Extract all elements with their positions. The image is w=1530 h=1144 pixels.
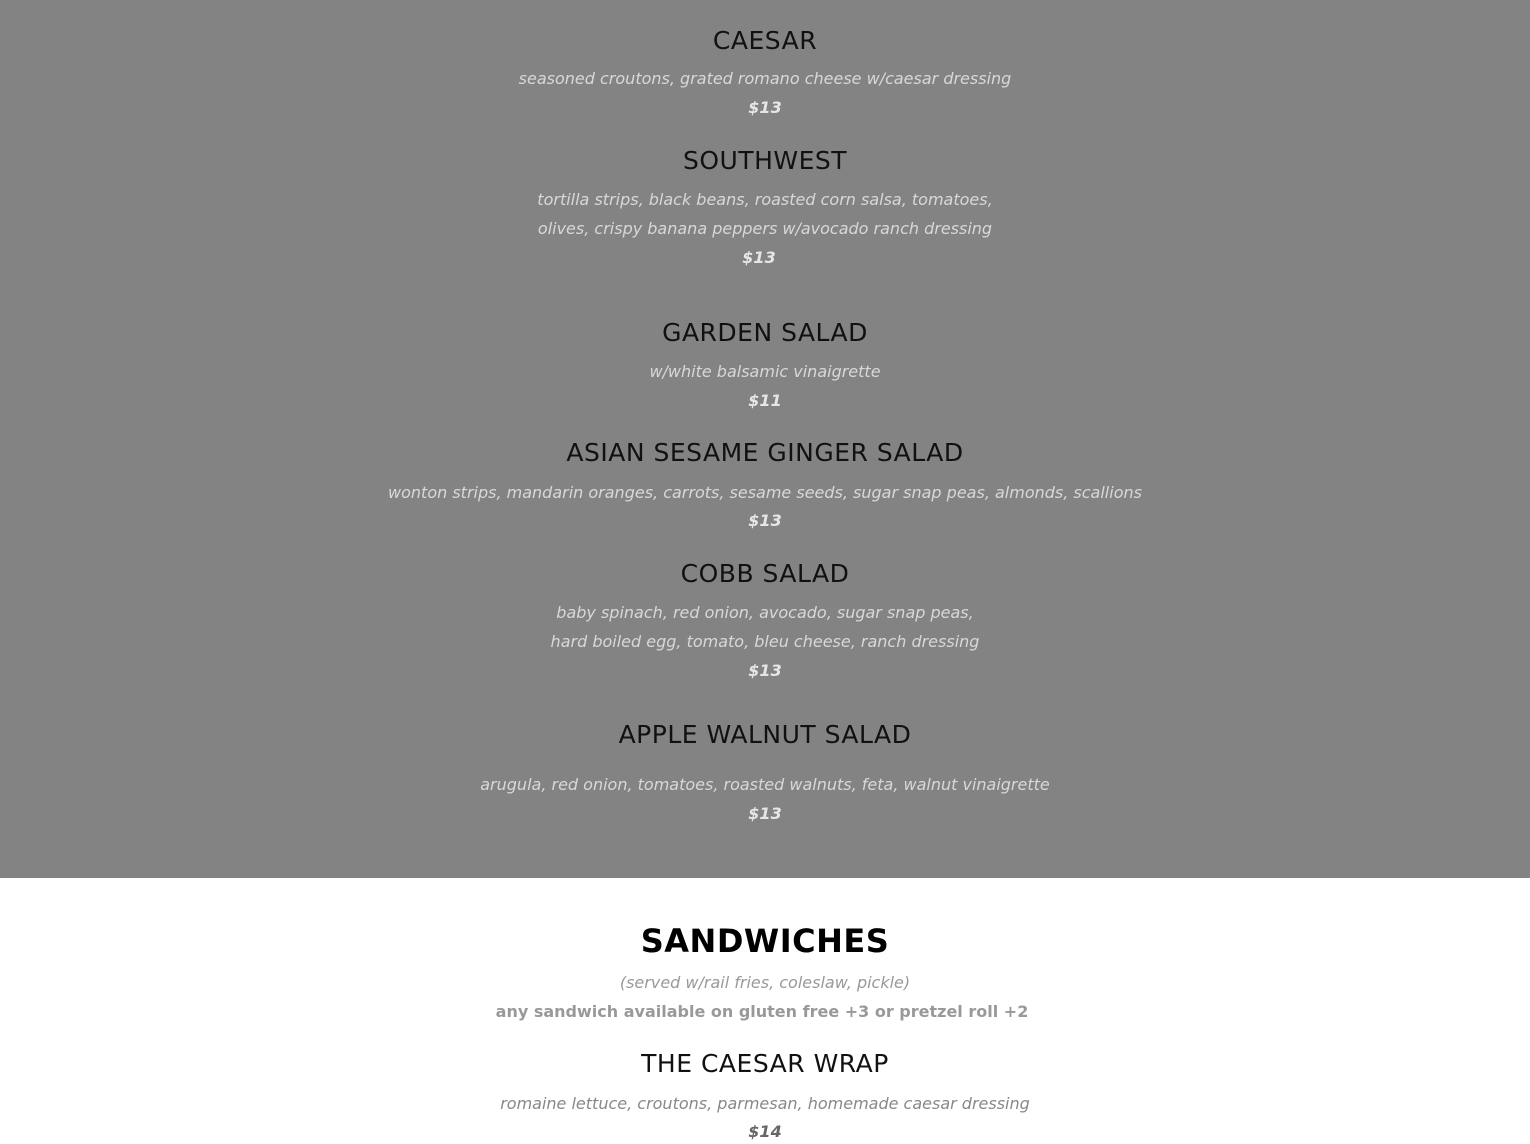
menu-item-name: APPLE WALNUT SALAD <box>618 720 912 749</box>
menu-item-description: arugula, red onion, tomatoes, roasted walnuts, feta, walnut vinaigrette <box>480 775 1050 794</box>
menu-item-name: THE CAESAR WRAP <box>641 1049 889 1078</box>
menu-item-description: olives, crispy banana peppers w/avocado ranch dressing <box>537 219 993 238</box>
menu-item-description: tortilla strips, black beans, roasted corn salsa, tomatoes, <box>537 190 993 209</box>
menu-item-price: $13 <box>742 248 776 267</box>
menu-item-price: $13 <box>748 511 782 530</box>
section-title: SANDWICHES <box>640 922 890 960</box>
served-with-note: (served w/rail fries, coleslaw, pickle) <box>619 973 911 992</box>
menu-item-price: $11 <box>748 391 782 410</box>
menu-item-name: SOUTHWEST <box>682 146 848 175</box>
menu-item-description: seasoned croutons, grated romano cheese w/caesar dressing <box>518 69 1012 88</box>
menu-item-price: $13 <box>748 98 782 117</box>
menu-item-description: hard boiled egg, tomato, bleu cheese, ranch dressing <box>550 632 980 651</box>
menu-item-name: COBB SALAD <box>680 559 850 588</box>
menu-item-description: w/white balsamic vinaigrette <box>649 362 881 381</box>
menu-item-name: GARDEN SALAD <box>662 318 868 347</box>
menu-item-description: baby spinach, red onion, avocado, sugar snap peas, <box>556 603 974 622</box>
menu-item-price: $14 <box>748 1122 782 1141</box>
menu-item-description: wonton strips, mandarin oranges, carrots, sesame seeds, sugar snap peas, almonds, scallions <box>388 483 1142 502</box>
menu-item-name: ASIAN SESAME GINGER SALAD <box>566 438 964 467</box>
sandwiches-section <box>0 878 1530 1144</box>
menu-item-name: CAESAR <box>712 26 818 55</box>
menu-item-description: romaine lettuce, croutons, parmesan, homemade caesar dressing <box>500 1094 1030 1113</box>
bread-options-note: any sandwich available on gluten free +3 or pretzel roll +2 <box>495 1002 1029 1021</box>
menu-item-price: $13 <box>748 661 782 680</box>
menu-item-price: $13 <box>748 804 782 823</box>
